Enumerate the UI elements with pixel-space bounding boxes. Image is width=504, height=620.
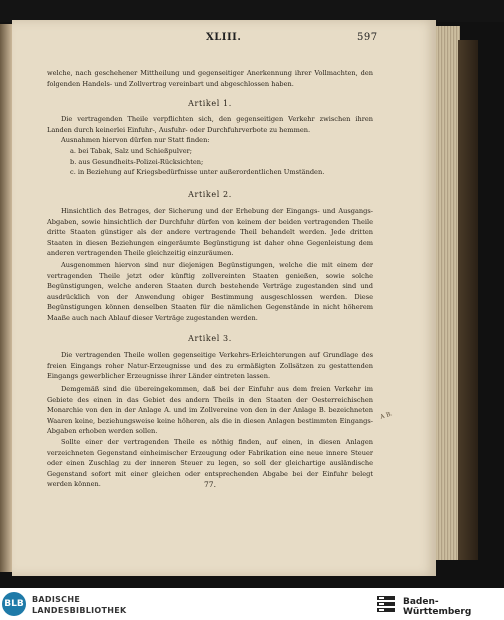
top-shadow xyxy=(0,0,504,22)
blb-name[interactable] xyxy=(32,594,127,616)
article-3-heading: Artikel 3. xyxy=(188,334,232,343)
article-1-exception: Ausnahmen hiervon dürfen nur Statt finden: xyxy=(61,136,210,144)
blb-logo-icon[interactable]: BLB xyxy=(2,592,26,616)
page-number: 597 xyxy=(357,32,378,43)
margin-annotation: A B. xyxy=(379,410,394,421)
page-stack-edge xyxy=(432,26,460,560)
blb-name-line-1: BADISCHE xyxy=(32,595,81,604)
article-3-paragraph-1: Die vertragenden Theile wollen gegenseitige Verkehrs-Erleichterungen auf Grundlage des freien Eingangs roher Natur-Erzeugnisse und des zu ermäßigten Zollsätzen zu gestattenden Eingangs gewerblicher Erzeugnisse ihrer Länder eintreten lassen. xyxy=(47,351,373,380)
blb-name-line-2: LANDESBIBLIOTHEK xyxy=(32,606,127,615)
signature-number: 77. xyxy=(204,480,216,489)
running-head: XLIII. xyxy=(206,32,242,43)
article-2-paragraph-1: Hinsichtlich des Betrages, der Sicherung und der Erhebung der Eingangs- und Ausgangs-Abgaben, sowie hinsichtlich der Durchfuhr dürfen von keinem der beiden vertragenden Theile dritte Staaten günstiger als der andere vertragende Theil behandelt werden. Jede dritten Staaten in diesen Beziehungen eingeräumte Begünstigung ist daher ohne Gegenleistung dem anderen vertragenden Theile gleichzeitig einzuräumen. xyxy=(47,207,373,257)
article-1-text: Die vertragenden Theile verpflichten sich, den gegenseitigen Verkehr zwischen ihren Landen durch keinerlei Einfuhr-, Ausfuhr- oder Durchfuhrverbote zu hemmen. xyxy=(47,115,373,134)
baden-wuerttemberg-lions-icon[interactable] xyxy=(375,593,397,615)
bw-label[interactable]: Baden-Württemberg xyxy=(403,597,472,617)
article-1-list xyxy=(70,146,370,178)
list-item: a. bei Tabak, Salz und Schießpulver; xyxy=(70,147,192,155)
article-3-paragraph-2: Demgemäß sind die übereingekommen, daß bei der Einfuhr aus dem freien Verkehr im Gebiete des einen in das Gebiet des andern Theils in den Staaten der Oesterreichischen Monarchie von den in der Anlage A. und im Zollvereine von den in der Anlage B. bezeichneten Waaren keine, beziehungsweise keine höheren, als die in diesen Anlagen bestimmten Eingangs-Abgaben erhoben werden sollen. xyxy=(47,385,373,435)
article-3-paragraph-3: Sollte einer der vertragenden Theile es nöthig finden, auf einen, in diesen Anlagen verzeichneten Gegenstand einheimischer Erzeugung oder Fabrikation eine neue innere Steuer oder einen Zuschlag zu der inneren Steuer zu legen, so soll der gleichartige ausländische Gegenstand sofort mit einer gleichen oder entsprechenden Abgabe bei der Einfuhr belegt werden können. xyxy=(47,438,373,488)
book-cover-edge xyxy=(458,40,478,560)
article-2-heading: Artikel 2. xyxy=(188,190,232,199)
left-page-edge xyxy=(0,24,12,572)
intro-paragraph: welche, nach geschehener Mittheilung und gegenseitiger Anerkennung ihrer Vollmachten, den folgenden Handels- und Zollvertrag vereinbart und abgeschlossen haben. xyxy=(47,69,373,88)
article-1-heading: Artikel 1. xyxy=(188,99,232,108)
list-item: b. aus Gesundheits-Polizei-Rücksichten; xyxy=(70,157,204,166)
list-item: c. in Beziehung auf Kriegsbedürfnisse unter außerordentlichen Umständen. xyxy=(70,168,325,176)
article-2-paragraph-2: Ausgenommen hiervon sind nur diejenigen Begünstigungen, welche die mit einem der vertragenden Theile jetzt oder künftig zollvereinten Staaten genießen, sowie solche Begünstigungen, welche anderen Staaten durch bestehende Verträge zugestanden sind und ausdrücklich von der Anwendung obiger Bestimmung ausgeschlossen werden. Diese Begünstigungen können denselben Staaten für die nämlichen Gegenstände in nicht höherem Maaße auch nach Ablauf dieser Verträge zugestanden werden. xyxy=(47,261,373,322)
